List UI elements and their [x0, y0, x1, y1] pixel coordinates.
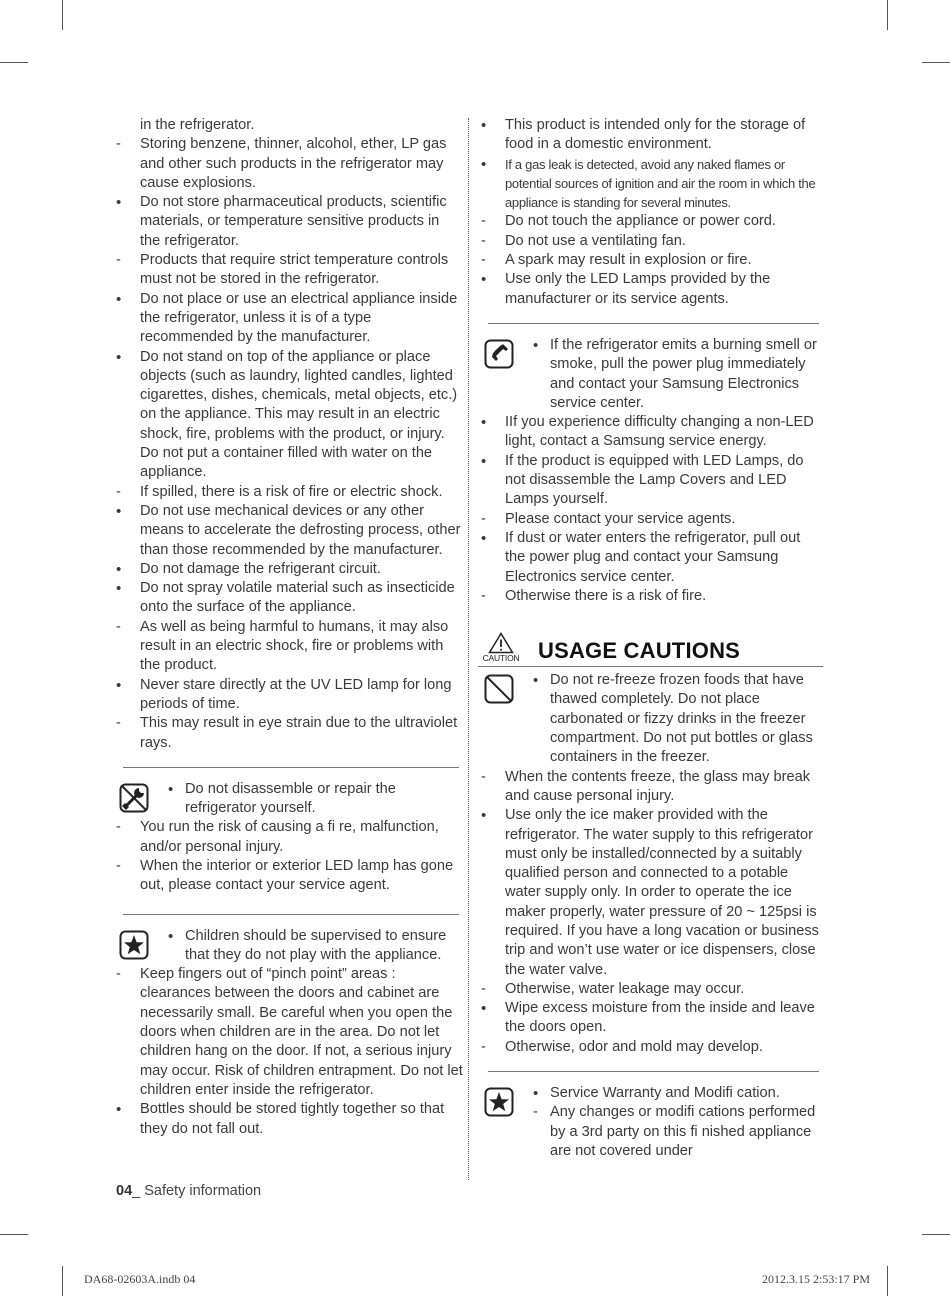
list-item-text: As well as being harmful to humans, it may also result in an electric shock, fire or problems with the product. — [140, 618, 449, 674]
list-item — [478, 251, 823, 270]
list-item-text: Do not use a ventilating fan. — [505, 232, 686, 249]
list-item-text: If a gas leak is detected, avoid any naked flames or potential sources of ignition and air the room in which the appliance is standing for several minutes. — [505, 156, 816, 211]
column-divider — [468, 118, 469, 1180]
list-item-text: Keep fingers out of “pinch point” areas : clearances between the doors and cabinet are necessarily small. Be careful when you open the doors when children are in the area. Do not let children hang on the door. If not, a serious injury may occur. Risk of children entrapment. Do not let children enter inside the refrigerator. — [140, 966, 463, 1098]
list-item-text: If dust or water enters the refrigerator, pull out the power plug and contact your Samsung Electronics service center. — [505, 529, 801, 585]
prohibited-items — [478, 768, 823, 1057]
list-item — [113, 676, 463, 715]
list-item — [113, 579, 463, 618]
list-item — [478, 768, 823, 807]
contact-items — [478, 413, 823, 606]
bullet-marker: • — [533, 1085, 539, 1103]
dash-marker — [116, 251, 136, 270]
left-column — [113, 116, 463, 1139]
crop-mark — [887, 1266, 888, 1296]
dash-marker — [481, 587, 501, 606]
list-item — [478, 1038, 823, 1057]
list-item — [113, 348, 463, 483]
dash-marker — [481, 212, 501, 231]
list-item — [113, 818, 463, 857]
list-item — [113, 483, 463, 502]
list-item — [478, 413, 823, 452]
phone-contact-icon — [484, 339, 514, 369]
list-item — [113, 1100, 463, 1139]
bullet-marker — [481, 452, 501, 472]
dash-marker — [116, 483, 136, 502]
warranty-block — [478, 1084, 823, 1161]
list-item-text: Please contact your service agents. — [505, 510, 736, 527]
bullet-marker — [116, 560, 136, 580]
section-divider — [488, 1071, 819, 1072]
block-lead-text: Service Warranty and Modifi cation. — [550, 1085, 780, 1102]
bullet-marker — [116, 579, 136, 599]
list-item-text: When the contents freeze, the glass may break and cause personal injury. — [505, 768, 811, 804]
dash-marker — [481, 510, 501, 529]
crop-mark — [0, 1234, 28, 1235]
warning-triangle-icon — [488, 632, 514, 654]
section-title: USAGE CAUTIONS — [538, 638, 741, 664]
list-item-text: Never stare directly at the UV LED lamp for long periods of time. — [140, 676, 452, 712]
list-item — [113, 857, 463, 896]
list-item-text: Do not use mechanical devices or any other means to accelerate the defrosting process, other than those recommended by the manufacturer. — [140, 502, 461, 558]
list-item — [113, 560, 463, 579]
dash-marker — [116, 135, 136, 154]
list-item — [478, 999, 823, 1038]
list-item — [478, 510, 823, 529]
lead-in-text: in the refrigerator. — [140, 117, 255, 133]
list-item — [113, 251, 463, 290]
list-item — [478, 212, 823, 231]
right-column — [478, 116, 823, 1161]
bullet-marker: • — [533, 672, 539, 690]
list-item — [478, 232, 823, 251]
section-divider — [488, 323, 819, 324]
block-lead-text: If the refrigerator emits a burning smell or smoke, pull the power plug immediately and contact your Samsung Electronics service center. — [550, 336, 817, 411]
list-item — [113, 290, 463, 348]
list-item-text: Do not store pharmaceutical products, scientific materials, or temperature sensitive products in the refrigerator. — [140, 194, 447, 249]
list-item-text: A spark may result in explosion or fire. — [505, 252, 752, 269]
dash-marker — [481, 768, 501, 787]
list-item-text: Wipe excess moisture from the inside and leave the doors open. — [505, 1000, 815, 1036]
bullet-marker — [116, 502, 136, 522]
caution-badge — [478, 632, 524, 663]
crop-mark — [922, 62, 950, 63]
prohibited-block — [478, 671, 823, 767]
bullet-marker — [481, 529, 501, 549]
list-item-text: Do not touch the appliance or power cord. — [505, 213, 776, 230]
dash-marker — [116, 714, 136, 733]
list-item-text: You run the risk of causing a fi re, malfunction, and/or personal injury. — [140, 819, 439, 855]
crop-mark — [62, 0, 63, 30]
bullet-marker — [481, 806, 501, 826]
list-item-text: IIf you experience difficulty changing a non-LED light, contact a Samsung service energy. — [505, 414, 814, 450]
list-item — [113, 714, 463, 753]
bullet-marker — [481, 116, 501, 136]
dash-marker — [481, 251, 501, 270]
contact-block — [478, 336, 823, 413]
dash-marker — [116, 618, 136, 637]
list-item — [478, 155, 823, 213]
list-item — [478, 116, 823, 155]
bullet-marker — [116, 676, 136, 696]
bullet-marker — [481, 999, 501, 1019]
list-item-text: Use only the LED Lamps provided by the manufacturer or its service agents. — [505, 271, 771, 307]
list-item — [113, 965, 463, 1100]
dash-marker — [116, 818, 136, 837]
bullet-marker — [481, 413, 501, 433]
no-disassembly-block — [113, 780, 463, 819]
star-note-icon — [484, 1087, 514, 1117]
bullet-marker — [116, 193, 136, 213]
children-items — [113, 965, 463, 1139]
section-divider — [123, 767, 459, 768]
list-item-text: Otherwise, water leakage may occur. — [505, 980, 745, 997]
block-sub-text: Any changes or modifi cations performed by a 3rd party on this fi nished appliance are not covered under — [550, 1104, 816, 1159]
list-item — [478, 587, 823, 606]
list-item-text: Do not stand on top of the appliance or place objects (such as laundry, lighted candles, lighted cigarettes, dishes, chemicals, metal objects, etc.) on the appliance. This may result in an electric shock, fire, problems with the product, or injury. Do not put a container filled with water on the appliance. — [140, 348, 458, 481]
block-lead-text: Do not re-freeze frozen foods that have thawed completely. Do not place carbonated or fizzy drinks in the freezer compartment. Do not put bottles or glass containers in the freezer. — [550, 672, 813, 766]
right-item-list — [478, 116, 823, 309]
list-item — [478, 270, 823, 309]
page-number: 04 — [116, 1183, 133, 1199]
list-item — [478, 529, 823, 587]
bullet-marker: • — [168, 927, 174, 945]
no-disassembly-items — [113, 818, 463, 895]
dash-marker — [481, 980, 501, 999]
print-slug-timestamp: 2012.3.15 2:53:17 PM — [762, 1272, 871, 1286]
list-item-text: If spilled, there is a risk of fire or electric shock. — [140, 483, 443, 500]
bullet-marker — [481, 155, 501, 174]
list-item — [113, 618, 463, 676]
children-block — [113, 927, 463, 966]
list-item-text: Do not damage the refrigerant circuit. — [140, 560, 381, 577]
dash-marker — [481, 1038, 501, 1057]
crop-mark — [887, 0, 888, 30]
bullet-marker — [116, 348, 136, 368]
prohibited-icon — [484, 674, 514, 704]
usage-cautions-heading — [478, 632, 823, 667]
block-lead-text: Do not disassemble or repair the refrigerator yourself. — [185, 780, 396, 817]
bullet-marker — [116, 1100, 136, 1120]
crop-mark — [922, 1234, 950, 1235]
page-footer — [116, 1183, 261, 1199]
list-item-text: Bottles should be stored tightly together so that they do not fall out. — [140, 1101, 445, 1137]
list-item — [113, 135, 463, 193]
list-item-text: Do not place or use an electrical appliance inside the refrigerator, unless it is of a type recommended by the manufacturer. — [140, 290, 458, 346]
dash-marker — [116, 857, 136, 876]
print-slug-file: DA68-02603A.indb 04 — [84, 1272, 196, 1286]
list-item-text: Storing benzene, thinner, alcohol, ether, LP gas and other such products in the refrigerator may cause explosions. — [140, 136, 447, 191]
list-item-text: This may result in eye strain due to the ultraviolet rays. — [140, 715, 458, 751]
dash-marker — [116, 965, 136, 984]
list-item-text: When the interior or exterior LED lamp has gone out, please contact your service agent. — [140, 857, 454, 894]
list-item-text: Products that require strict temperature controls must not be stored in the refrigerator. — [140, 252, 449, 288]
section-divider — [123, 914, 459, 915]
dash-marker — [481, 232, 501, 251]
list-item-text: If the product is equipped with LED Lamps, do not disassemble the Lamp Covers and LED Lamps yourself. — [505, 452, 804, 508]
crop-mark — [0, 62, 28, 63]
bullet-marker — [116, 290, 136, 310]
bullet-marker: • — [168, 780, 174, 798]
list-item — [478, 452, 823, 510]
footer-section: _ Safety information — [132, 1183, 262, 1199]
list-item — [478, 980, 823, 999]
no-disassembly-icon — [119, 783, 149, 813]
star-note-icon — [119, 930, 149, 960]
crop-mark — [62, 1266, 63, 1296]
caution-label: CAUTION — [482, 653, 520, 664]
list-item — [478, 806, 823, 980]
bullet-marker — [481, 270, 501, 290]
dash-marker: - — [533, 1104, 538, 1121]
list-item-text: This product is intended only for the storage of food in a domestic environment. — [505, 117, 806, 153]
left-item-list — [113, 135, 463, 753]
bullet-marker: • — [533, 336, 539, 354]
list-item — [113, 502, 463, 560]
list-item-text: Otherwise, odor and mold may develop. — [505, 1038, 763, 1055]
list-item-text: Otherwise there is a risk of fire. — [505, 587, 707, 604]
list-item-text: Use only the ice maker provided with the refrigerator. The water supply to this refrigerator must only be installed/connected by a suitably qualified person and connected to a potable water supply only. In order to operate the ice maker properly, water pressure of 20 ~ 125psi is required. If you have a long vacation or business trip and won’t use water or ice dispensers, close the water valve. — [505, 807, 819, 978]
list-item-text: Do not spray volatile material such as insecticide onto the surface of the appliance. — [140, 580, 455, 616]
block-lead-text: Children should be supervised to ensure that they do not play with the appliance. — [185, 927, 447, 963]
list-item — [113, 193, 463, 251]
